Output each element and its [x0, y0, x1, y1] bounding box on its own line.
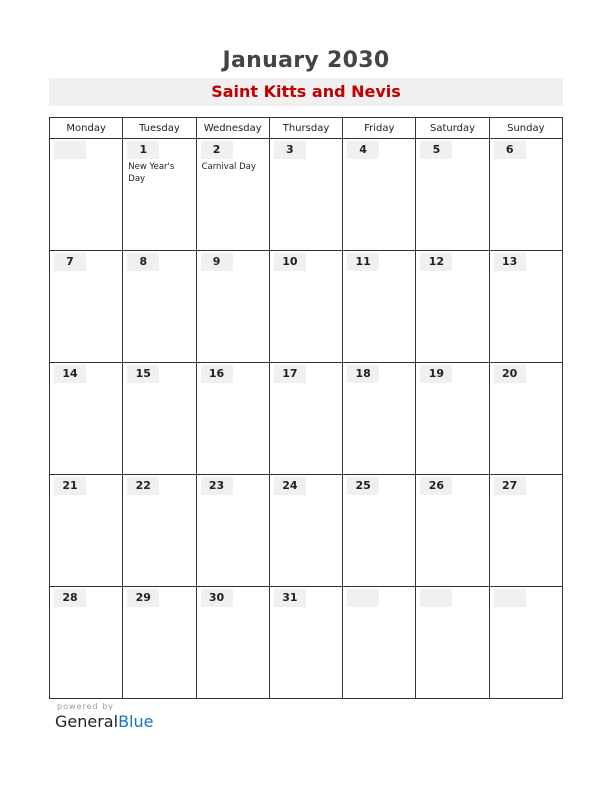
- generalblue-logo[interactable]: [55, 712, 153, 731]
- day-number-badge: [274, 253, 306, 271]
- day-number-badge: [420, 477, 452, 495]
- day-number: [494, 589, 526, 607]
- day-cell: [489, 363, 562, 475]
- day-cell: [269, 475, 342, 587]
- weekday-monday: Monday: [50, 118, 123, 139]
- country-banner: [49, 78, 563, 106]
- day-number: 12: [428, 255, 445, 268]
- weekday-header-row: [50, 118, 563, 139]
- weekday-sunday: Sunday: [489, 118, 562, 139]
- day-number: 10: [282, 255, 298, 268]
- day-cell: [489, 587, 562, 699]
- day-cell: [123, 139, 196, 251]
- weekday-saturday: Saturday: [416, 118, 489, 139]
- day-number-badge: [201, 365, 233, 383]
- day-cell: [50, 475, 123, 587]
- day-number-badge: [494, 477, 526, 495]
- day-cell: [196, 139, 269, 251]
- day-cell: [269, 587, 342, 699]
- day-number-badge: [54, 365, 86, 383]
- day-number: 24: [282, 479, 298, 492]
- day-number: 19: [428, 367, 445, 380]
- brand-general-text: General: [55, 712, 119, 731]
- day-number-badge: [274, 477, 306, 495]
- day-number-badge: [54, 589, 86, 607]
- day-number-badge: [420, 589, 452, 607]
- day-cell: [50, 251, 123, 363]
- week-row: [50, 139, 563, 251]
- day-number-badge: [274, 141, 306, 159]
- day-number-badge: [201, 141, 233, 159]
- week-row: [50, 587, 563, 699]
- day-cell: [269, 251, 342, 363]
- weekday-friday: Friday: [343, 118, 416, 139]
- day-number: [420, 589, 452, 607]
- day-number-badge: [201, 477, 233, 495]
- day-cell: [196, 475, 269, 587]
- day-number: 29: [135, 591, 151, 604]
- weekday-wednesday: Wednesday: [196, 118, 269, 139]
- day-number: 27: [502, 479, 518, 492]
- day-number: 26: [428, 479, 445, 492]
- day-number-badge: [54, 253, 86, 271]
- country-name: Saint Kitts and Nevis: [211, 82, 401, 101]
- day-cell: [196, 363, 269, 475]
- day-cell: [123, 587, 196, 699]
- day-cell: [489, 475, 562, 587]
- day-number: 23: [208, 479, 225, 492]
- day-number-badge: [347, 253, 379, 271]
- brand-blue-text: Blue: [118, 712, 154, 731]
- day-number: 13: [502, 255, 518, 268]
- calendar-title: January 2030: [222, 48, 390, 73]
- day-number: 16: [208, 367, 225, 380]
- day-number: 15: [135, 367, 151, 380]
- day-cell: [343, 139, 416, 251]
- day-cell: [416, 139, 489, 251]
- day-number-badge: [54, 141, 86, 159]
- day-number: 7: [66, 255, 74, 268]
- day-number: 17: [282, 367, 298, 380]
- day-number: 25: [355, 479, 371, 492]
- week-row: [50, 251, 563, 363]
- day-number-badge: [494, 141, 526, 159]
- day-number-badge: [127, 477, 159, 495]
- day-number-badge: [127, 365, 159, 383]
- day-cell: [343, 363, 416, 475]
- day-number: 8: [139, 255, 148, 268]
- day-number-badge: [54, 477, 86, 495]
- day-number-badge: [420, 253, 452, 271]
- holiday-label: New Year's Day: [128, 162, 175, 184]
- day-cell: [343, 587, 416, 699]
- day-number-badge: [274, 589, 306, 607]
- day-number-badge: [127, 141, 159, 159]
- day-number: 6: [505, 143, 514, 156]
- day-number-badge: [347, 365, 379, 383]
- day-cell: [416, 587, 489, 699]
- day-cell: [269, 139, 342, 251]
- month-calendar-grid: [49, 117, 563, 699]
- day-cell: [269, 363, 342, 475]
- day-cell: [416, 363, 489, 475]
- day-cell: [489, 251, 562, 363]
- day-number-badge: [274, 365, 306, 383]
- day-cell: [123, 251, 196, 363]
- day-cell: [416, 251, 489, 363]
- day-cell: [343, 475, 416, 587]
- day-cell: [196, 587, 269, 699]
- day-number: 22: [135, 479, 151, 492]
- day-number: 20: [502, 367, 518, 380]
- day-number: 18: [355, 367, 371, 380]
- week-row: [50, 363, 563, 475]
- day-number: 9: [212, 255, 221, 268]
- day-number-badge: [201, 589, 233, 607]
- day-cell: [196, 251, 269, 363]
- day-number-badge: [420, 365, 452, 383]
- day-number-badge: [347, 477, 379, 495]
- weekday-tuesday: Tuesday: [123, 118, 196, 139]
- day-number: 1: [139, 143, 148, 156]
- day-number-badge: [420, 141, 452, 159]
- day-cell: [50, 363, 123, 475]
- day-cell: [343, 251, 416, 363]
- day-number-badge: [201, 253, 233, 271]
- day-cell: [50, 587, 123, 699]
- day-number: 2: [212, 143, 221, 156]
- day-number-badge: [347, 589, 379, 607]
- day-number: 21: [62, 479, 78, 492]
- powered-by-label: powered by: [57, 702, 114, 711]
- day-number: 14: [62, 367, 78, 380]
- day-number: 3: [286, 143, 294, 156]
- day-cell: [50, 139, 123, 251]
- day-cell: [489, 139, 562, 251]
- day-number-badge: [127, 253, 159, 271]
- day-cell: [123, 363, 196, 475]
- day-cell: [416, 475, 489, 587]
- day-number-badge: [127, 589, 159, 607]
- day-number: [54, 141, 86, 159]
- day-number: 11: [355, 255, 371, 268]
- day-number-badge: [494, 253, 526, 271]
- week-row: [50, 475, 563, 587]
- weekday-thursday: Thursday: [269, 118, 342, 139]
- day-number-badge: [494, 365, 526, 383]
- day-number: 31: [282, 591, 298, 604]
- day-number-badge: [347, 141, 379, 159]
- day-number-badge: [494, 589, 526, 607]
- day-number: 4: [359, 143, 367, 156]
- day-number: 28: [62, 591, 78, 604]
- day-number: 5: [432, 143, 441, 156]
- day-number: 30: [208, 591, 225, 604]
- day-number: [347, 589, 379, 607]
- day-cell: [123, 475, 196, 587]
- holiday-label: Carnival Day: [201, 162, 256, 172]
